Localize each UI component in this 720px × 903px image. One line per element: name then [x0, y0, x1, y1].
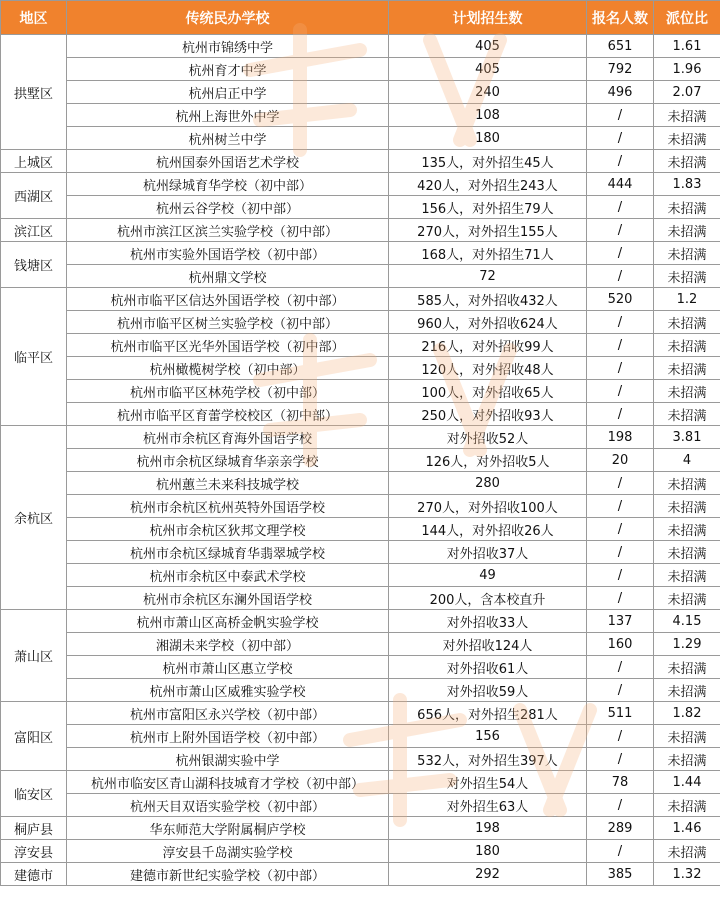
school-name-cell: 杭州市余杭区东澜外国语学校: [67, 587, 389, 610]
plan-cell: 对外招生63人: [389, 794, 587, 817]
ratio-cell: 未招满: [654, 311, 720, 334]
school-name-cell: 杭州市富阳区永兴学校（初中部）: [67, 702, 389, 725]
district-cell: 临平区: [1, 288, 67, 426]
plan-cell: 对外招生54人: [389, 771, 587, 794]
applicants-cell: 20: [587, 449, 654, 472]
applicants-cell: /: [587, 725, 654, 748]
table-row: [1, 702, 720, 725]
ratio-cell: 未招满: [654, 472, 720, 495]
table-row: [1, 311, 720, 334]
table-row: [1, 104, 720, 127]
plan-cell: 180: [389, 840, 587, 863]
school-name-cell: 淳安县千岛湖实验学校: [67, 840, 389, 863]
applicants-cell: /: [587, 403, 654, 426]
table-row: [1, 541, 720, 564]
applicants-cell: /: [587, 265, 654, 288]
plan-cell: 198: [389, 817, 587, 840]
table-row: [1, 288, 720, 311]
ratio-cell: 2.07: [654, 81, 720, 104]
applicants-cell: /: [587, 104, 654, 127]
table-row: [1, 794, 720, 817]
school-name-cell: 湘湖未来学校（初中部）: [67, 633, 389, 656]
school-name-cell: 杭州上海世外中学: [67, 104, 389, 127]
ratio-cell: 未招满: [654, 679, 720, 702]
table-row: [1, 173, 720, 196]
table-row: [1, 196, 720, 219]
district-cell: 淳安县: [1, 840, 67, 863]
ratio-cell: 1.29: [654, 633, 720, 656]
applicants-cell: /: [587, 219, 654, 242]
ratio-cell: 1.83: [654, 173, 720, 196]
table-row: [1, 81, 720, 104]
applicants-cell: /: [587, 311, 654, 334]
ratio-cell: 1.2: [654, 288, 720, 311]
school-name-cell: 杭州蕙兰未来科技城学校: [67, 472, 389, 495]
ratio-cell: 未招满: [654, 587, 720, 610]
school-name-cell: 杭州市临平区树兰实验学校（初中部）: [67, 311, 389, 334]
table-row: [1, 610, 720, 633]
ratio-cell: 未招满: [654, 196, 720, 219]
ratio-cell: 1.32: [654, 863, 720, 886]
school-name-cell: 杭州市余杭区绿城育华翡翠城学校: [67, 541, 389, 564]
table-row: [1, 58, 720, 81]
header-applicants: 报名人数: [587, 1, 654, 35]
school-name-cell: 杭州市实验外国语学校（初中部）: [67, 242, 389, 265]
table-row: [1, 748, 720, 771]
applicants-cell: 651: [587, 35, 654, 58]
table-row: [1, 863, 720, 886]
district-cell: 滨江区: [1, 219, 67, 242]
table-row: [1, 495, 720, 518]
plan-cell: 120人，对外招收48人: [389, 357, 587, 380]
school-name-cell: 杭州育才中学: [67, 58, 389, 81]
school-name-cell: 杭州市临平区育蕾学校校区（初中部）: [67, 403, 389, 426]
school-name-cell: 杭州市临平区光华外国语学校（初中部）: [67, 334, 389, 357]
header-district: 地区: [1, 1, 67, 35]
table-row: [1, 449, 720, 472]
applicants-cell: 385: [587, 863, 654, 886]
plan-cell: 280: [389, 472, 587, 495]
ratio-cell: 未招满: [654, 104, 720, 127]
ratio-cell: 1.46: [654, 817, 720, 840]
school-name-cell: 杭州市余杭区育海外国语学校: [67, 426, 389, 449]
ratio-cell: 4: [654, 449, 720, 472]
table-row: [1, 472, 720, 495]
plan-cell: 对外招收52人: [389, 426, 587, 449]
district-cell: 富阳区: [1, 702, 67, 771]
applicants-cell: /: [587, 794, 654, 817]
school-name-cell: 华东师范大学附属桐庐学校: [67, 817, 389, 840]
school-name-cell: 杭州市余杭区绿城育华亲亲学校: [67, 449, 389, 472]
plan-cell: 656人，对外招生281人: [389, 702, 587, 725]
school-name-cell: 杭州市临平区信达外国语学校（初中部）: [67, 288, 389, 311]
school-name-cell: 杭州市余杭区杭州英特外国语学校: [67, 495, 389, 518]
applicants-cell: /: [587, 127, 654, 150]
applicants-cell: 289: [587, 817, 654, 840]
district-cell: 萧山区: [1, 610, 67, 702]
school-name-cell: 杭州市滨江区滨兰实验学校（初中部）: [67, 219, 389, 242]
applicants-cell: /: [587, 840, 654, 863]
ratio-cell: 未招满: [654, 541, 720, 564]
ratio-cell: 未招满: [654, 334, 720, 357]
ratio-cell: 未招满: [654, 518, 720, 541]
ratio-cell: 1.96: [654, 58, 720, 81]
applicants-cell: /: [587, 518, 654, 541]
applicants-cell: 78: [587, 771, 654, 794]
school-name-cell: 杭州市锦绣中学: [67, 35, 389, 58]
table-row: [1, 656, 720, 679]
table-body: [1, 35, 720, 886]
plan-cell: 200人，含本校直升: [389, 587, 587, 610]
applicants-cell: /: [587, 380, 654, 403]
applicants-cell: 160: [587, 633, 654, 656]
table-row: [1, 403, 720, 426]
plan-cell: 126人，对外招收5人: [389, 449, 587, 472]
plan-cell: 对外招收61人: [389, 656, 587, 679]
school-name-cell: 杭州市上附外国语学校（初中部）: [67, 725, 389, 748]
school-name-cell: 杭州市萧山区威雅实验学校: [67, 679, 389, 702]
applicants-cell: 792: [587, 58, 654, 81]
table-row: [1, 817, 720, 840]
header-ratio: 派位比: [654, 1, 720, 35]
ratio-cell: 未招满: [654, 127, 720, 150]
district-cell: 余杭区: [1, 426, 67, 610]
school-name-cell: 杭州市余杭区中泰武术学校: [67, 564, 389, 587]
plan-cell: 180: [389, 127, 587, 150]
ratio-cell: 未招满: [654, 794, 720, 817]
plan-cell: 532人，对外招生397人: [389, 748, 587, 771]
school-name-cell: 杭州市萧山区高桥金帆实验学校: [67, 610, 389, 633]
plan-cell: 100人，对外招收65人: [389, 380, 587, 403]
school-name-cell: 杭州天目双语实验学校（初中部）: [67, 794, 389, 817]
ratio-cell: 未招满: [654, 265, 720, 288]
table-row: [1, 242, 720, 265]
plan-cell: 108: [389, 104, 587, 127]
plan-cell: 72: [389, 265, 587, 288]
plan-cell: 144人，对外招收26人: [389, 518, 587, 541]
applicants-cell: /: [587, 656, 654, 679]
table-row: [1, 380, 720, 403]
ratio-cell: 1.82: [654, 702, 720, 725]
plan-cell: 156人，对外招生79人: [389, 196, 587, 219]
plan-cell: 对外招收124人: [389, 633, 587, 656]
ratio-cell: 未招满: [654, 564, 720, 587]
school-name-cell: 杭州橄榄树学校（初中部）: [67, 357, 389, 380]
plan-cell: 216人，对外招收99人: [389, 334, 587, 357]
plan-cell: 270人，对外招收100人: [389, 495, 587, 518]
table-row: [1, 35, 720, 58]
school-name-cell: 杭州启正中学: [67, 81, 389, 104]
table-row: [1, 334, 720, 357]
header-plan: 计划招生数: [389, 1, 587, 35]
school-name-cell: 杭州市临安区青山湖科技城育才学校（初中部）: [67, 771, 389, 794]
applicants-cell: /: [587, 495, 654, 518]
ratio-cell: 未招满: [654, 357, 720, 380]
applicants-cell: 444: [587, 173, 654, 196]
table-row: [1, 840, 720, 863]
district-cell: 上城区: [1, 150, 67, 173]
plan-cell: 对外招收59人: [389, 679, 587, 702]
plan-cell: 168人，对外招生71人: [389, 242, 587, 265]
plan-cell: 270人，对外招生155人: [389, 219, 587, 242]
applicants-cell: 496: [587, 81, 654, 104]
school-name-cell: 杭州绿城育华学校（初中部）: [67, 173, 389, 196]
table-row: [1, 587, 720, 610]
applicants-cell: 198: [587, 426, 654, 449]
applicants-cell: 511: [587, 702, 654, 725]
ratio-cell: 1.44: [654, 771, 720, 794]
ratio-cell: 未招满: [654, 219, 720, 242]
applicants-cell: 520: [587, 288, 654, 311]
table-row: [1, 127, 720, 150]
ratio-cell: 未招满: [654, 656, 720, 679]
plan-cell: 250人，对外招收93人: [389, 403, 587, 426]
ratio-cell: 未招满: [654, 403, 720, 426]
school-name-cell: 杭州市萧山区惠立学校: [67, 656, 389, 679]
ratio-cell: 未招满: [654, 242, 720, 265]
plan-cell: 156: [389, 725, 587, 748]
ratio-cell: 未招满: [654, 495, 720, 518]
plan-cell: 对外招收33人: [389, 610, 587, 633]
table-row: [1, 771, 720, 794]
school-name-cell: 杭州银湖实验中学: [67, 748, 389, 771]
applicants-cell: /: [587, 150, 654, 173]
applicants-cell: /: [587, 541, 654, 564]
ratio-cell: 未招满: [654, 380, 720, 403]
school-name-cell: 杭州国泰外国语艺术学校: [67, 150, 389, 173]
applicants-cell: 137: [587, 610, 654, 633]
plan-cell: 585人，对外招收432人: [389, 288, 587, 311]
table-row: [1, 518, 720, 541]
ratio-cell: 未招满: [654, 725, 720, 748]
table-row: [1, 357, 720, 380]
applicants-cell: /: [587, 748, 654, 771]
plan-cell: 420人，对外招生243人: [389, 173, 587, 196]
ratio-cell: 未招满: [654, 748, 720, 771]
table-row: [1, 679, 720, 702]
applicants-cell: /: [587, 587, 654, 610]
district-cell: 西湖区: [1, 173, 67, 219]
table-header-row: [1, 1, 720, 35]
school-name-cell: 杭州市余杭区狄邦文理学校: [67, 518, 389, 541]
applicants-cell: /: [587, 472, 654, 495]
district-cell: 临安区: [1, 771, 67, 817]
school-name-cell: 杭州鼎文学校: [67, 265, 389, 288]
table-row: [1, 219, 720, 242]
applicants-cell: /: [587, 564, 654, 587]
district-cell: 拱墅区: [1, 35, 67, 150]
applicants-cell: /: [587, 679, 654, 702]
applicants-cell: /: [587, 357, 654, 380]
plan-cell: 405: [389, 35, 587, 58]
district-cell: 钱塘区: [1, 242, 67, 288]
table-row: [1, 265, 720, 288]
plan-cell: 对外招收37人: [389, 541, 587, 564]
applicants-cell: /: [587, 196, 654, 219]
school-name-cell: 杭州云谷学校（初中部）: [67, 196, 389, 219]
school-name-cell: 建德市新世纪实验学校（初中部）: [67, 863, 389, 886]
ratio-cell: 未招满: [654, 840, 720, 863]
plan-cell: 292: [389, 863, 587, 886]
school-name-cell: 杭州树兰中学: [67, 127, 389, 150]
table-row: [1, 150, 720, 173]
table-row: [1, 426, 720, 449]
plan-cell: 240: [389, 81, 587, 104]
applicants-cell: /: [587, 242, 654, 265]
school-name-cell: 杭州市临平区林苑学校（初中部）: [67, 380, 389, 403]
table-row: [1, 725, 720, 748]
plan-cell: 49: [389, 564, 587, 587]
applicants-cell: /: [587, 334, 654, 357]
plan-cell: 405: [389, 58, 587, 81]
plan-cell: 960人，对外招收624人: [389, 311, 587, 334]
table-row: [1, 564, 720, 587]
plan-cell: 135人，对外招生45人: [389, 150, 587, 173]
ratio-cell: 4.15: [654, 610, 720, 633]
ratio-cell: 3.81: [654, 426, 720, 449]
ratio-cell: 未招满: [654, 150, 720, 173]
table-row: [1, 633, 720, 656]
district-cell: 桐庐县: [1, 817, 67, 840]
district-cell: 建德市: [1, 863, 67, 886]
header-school: 传统民办学校: [67, 1, 389, 35]
ratio-cell: 1.61: [654, 35, 720, 58]
